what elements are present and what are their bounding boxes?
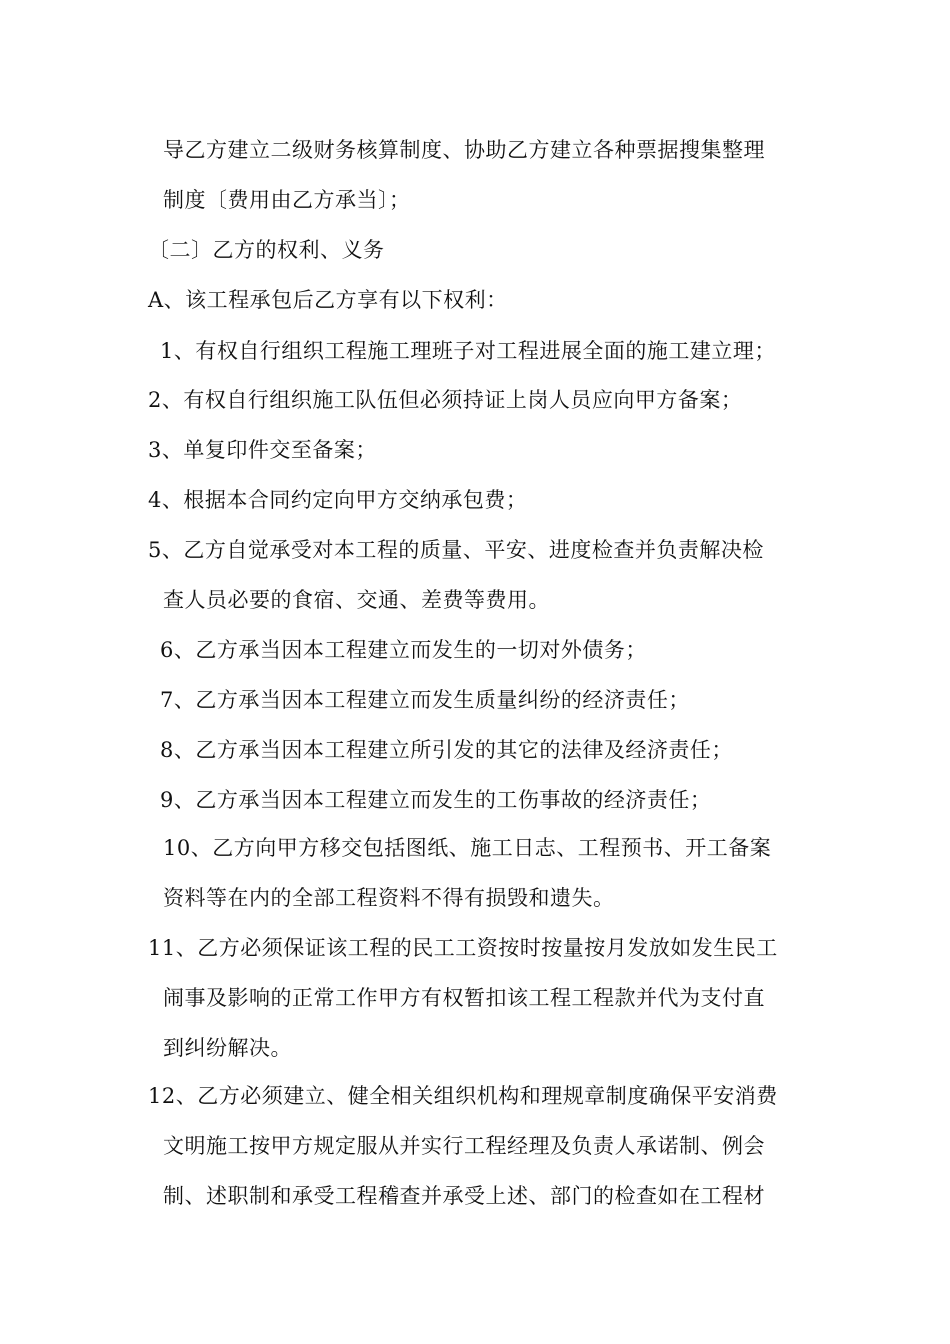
- list-item: 10、乙方向甲方移交包括图纸、施工日志、工程预书、开工备案: [163, 836, 772, 860]
- subsection-heading: A、该工程承包后乙方享有以下权利：: [148, 288, 508, 312]
- list-item-continuation: 制、述职制和承受工程稽查并承受上述、部门的检查如在工程材: [163, 1184, 765, 1208]
- list-item-continuation: 查人员必要的食宿、交通、差费等费用。: [163, 588, 550, 612]
- list-item: 4、根据本合同约定向甲方交纳承包费；: [148, 488, 528, 512]
- list-item: 11、乙方必须保证该工程的民工工资按时按量按月发放如发生民工: [148, 936, 778, 960]
- list-item: 12、乙方必须建立、健全相关组织机构和理规章制度确保平安消费: [148, 1084, 778, 1108]
- list-item: 9、乙方承当因本工程建立而发生的工伤事故的经济责任；: [160, 788, 712, 812]
- list-item-continuation: 文明施工按甲方规定服从并实行工程经理及负责人承诺制、例会: [163, 1134, 765, 1158]
- list-item: 7、乙方承当因本工程建立而发生质量纠纷的经济责任；: [160, 688, 690, 712]
- list-item-continuation: 到纠纷解决。: [163, 1036, 292, 1060]
- list-item: 8、乙方承当因本工程建立所引发的其它的法律及经济责任；: [160, 738, 733, 762]
- text-line: 制度〔费用由乙方承当〕；: [163, 188, 411, 212]
- list-item: 6、乙方承当因本工程建立而发生的一切对外债务；: [160, 638, 647, 662]
- list-item: 3、单复印件交至备案；: [148, 438, 377, 462]
- list-item: 1、有权自行组织工程施工理班子对工程进展全面的施工建立理；: [160, 339, 776, 363]
- list-item-continuation: 闹事及影响的正常工作甲方有权暂扣该工程工程款并代为支付直: [163, 986, 765, 1010]
- list-item-continuation: 资料等在内的全部工程资料不得有损毁和遗失。: [163, 886, 615, 910]
- text-line: 导乙方建立二级财务核算制度、协助乙方建立各种票据搜集整理: [163, 138, 765, 162]
- list-item: 5、乙方自觉承受对本工程的质量、平安、进度检查并负责解决检: [148, 538, 764, 562]
- section-heading: 〔二〕乙方的权利、义务: [148, 238, 385, 262]
- list-item: 2、有权自行组织施工队伍但必须持证上岗人员应向甲方备案；: [148, 388, 743, 412]
